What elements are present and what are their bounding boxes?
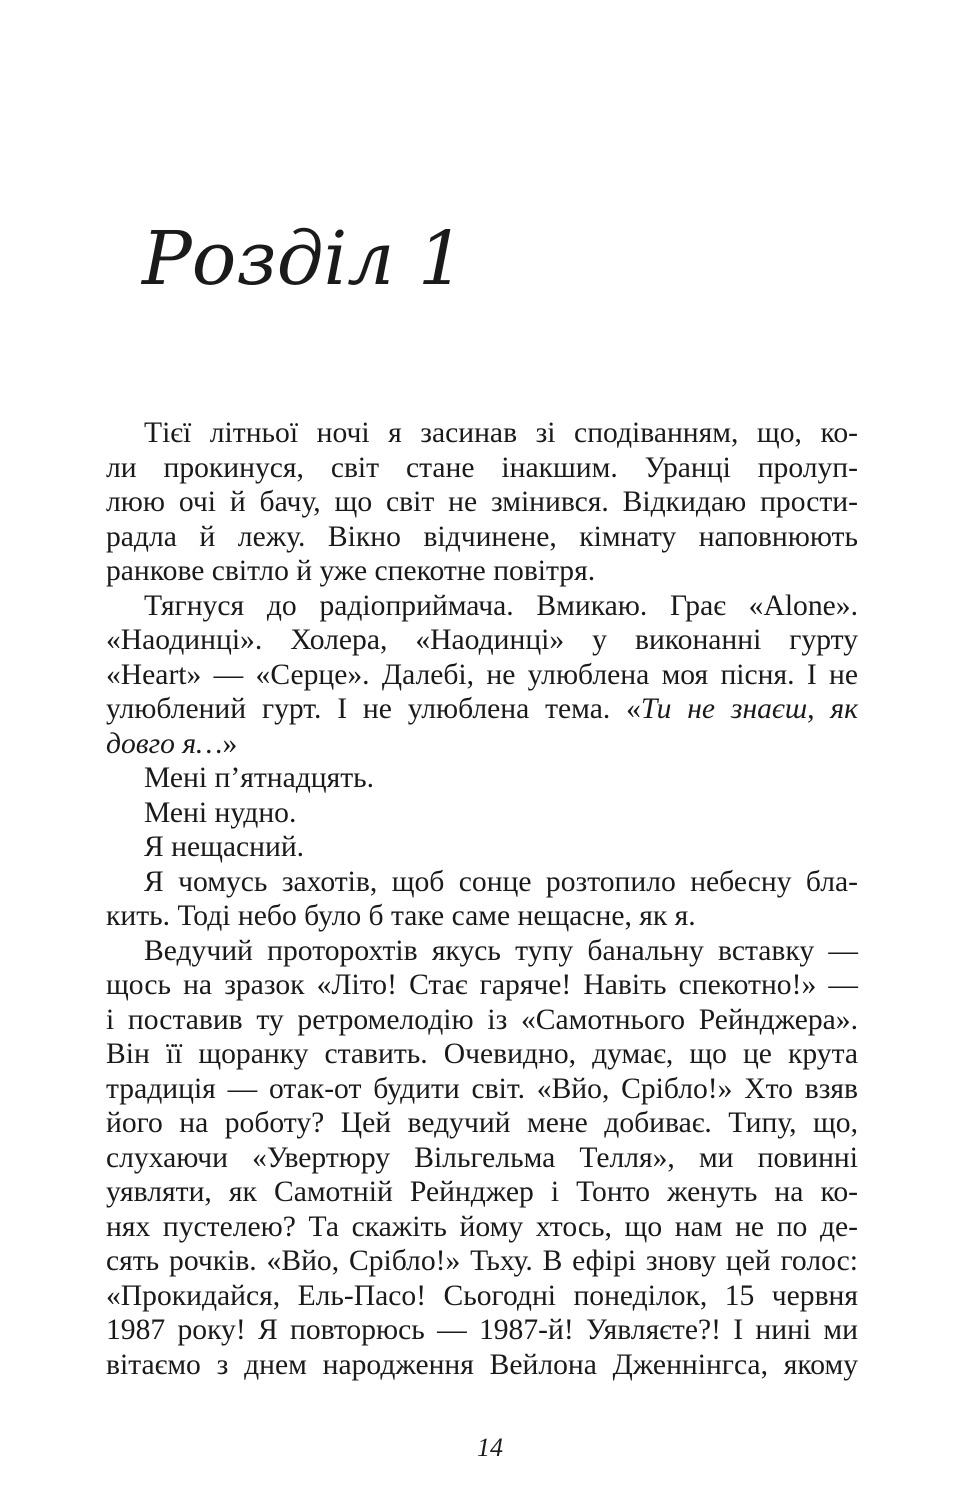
chapter-body [106,416,858,1382]
text-line: уявляти, як Самотній Рейнджер і Тонто женуть на ко- [106,1176,858,1208]
text-line: нях пустелею? Та скажіть йому хтось, що нам не по де- [106,1210,858,1243]
text-line: Мені нудно. [144,796,297,829]
text-line: слухаючи «Увертюру Вільгельма Телля», ми повинні [106,1141,858,1174]
text-line: «Прокидайся, Ель-Пасо! Сьогодні понеділок, 15 червня [106,1279,858,1312]
text-line: Ведучий проторохтів якусь тупу банальну вставку — [144,934,858,967]
italic-quote: довго я… [106,727,223,760]
text-line: сять рочків. «Вйо, Срібло!» Тьху. В ефірі знову цей голос: [106,1245,858,1277]
text-line: щось на зразок «Літо! Стає гаряче! Навіть спекотно!» — [106,969,858,1001]
text-line: і поставив ту ретромелодію із «Самотнього Рейнджера». [106,1003,858,1036]
chapter-title-text: Розділ 1 [142,216,465,302]
page-number: 14 [477,1433,503,1462]
text-line: люю очі й бачу, що світ не змінився. Відкидаю прости- [106,486,858,518]
text-line: вітаємо з днем народження Вейлона Дженнінгса, якому [106,1348,858,1381]
text-line: «Heart» — «Серце». Далебі, не улюблена моя пісня. І не [106,658,858,691]
text-line: Я чомусь захотів, щоб сонце розтопило небесну бла- [144,865,858,898]
text-line: 1987 року! Я повторюсь — 1987-й! Уявляєте?! І нині ми [106,1314,858,1346]
text-line: кить. Тоді небо було б таке саме нещасне, як я. [106,900,696,932]
text-line: ранкове світло й уже спекотне повітря. [106,555,596,587]
text-line: Тягнуся до радіоприймача. Вмикаю. Грає «Alone». [144,589,858,622]
text-line-mixed [106,727,858,762]
chapter-title-script [138,208,498,328]
text-line-mixed [106,692,858,727]
text-line: Я нещасний. [144,831,305,863]
text-line: Він її щоранку ставить. Очевидно, думає, що це крута [106,1038,858,1070]
chapter-title [138,208,498,328]
text-line: ли прокинуся, світ стане інакшим. Уранці пролуп- [106,451,858,484]
text-line: його на роботу? Цей ведучий мене добиває. Типу, що, [106,1107,858,1139]
text-line: радла й лежу. Вікно відчинене, кімнату наповнюють [106,520,858,553]
text-fragment: улюблений гурт. І не улюблена тема. « [106,693,641,725]
text-line: «Наодинці». Холера, «Наодинці» у виконанні гурту [106,624,858,656]
text-line: традиція — отак-от будити світ. «Вйо, Срібло!» Хто взяв [106,1072,858,1105]
text-line: Мені п’ятнадцять. [144,762,375,794]
text-line: Тієї літньої ночі я засинав зі сподіванням, що, ко- [144,417,858,449]
italic-quote: Ти не знаєш, як [640,693,859,725]
text-fragment: » [222,727,238,760]
